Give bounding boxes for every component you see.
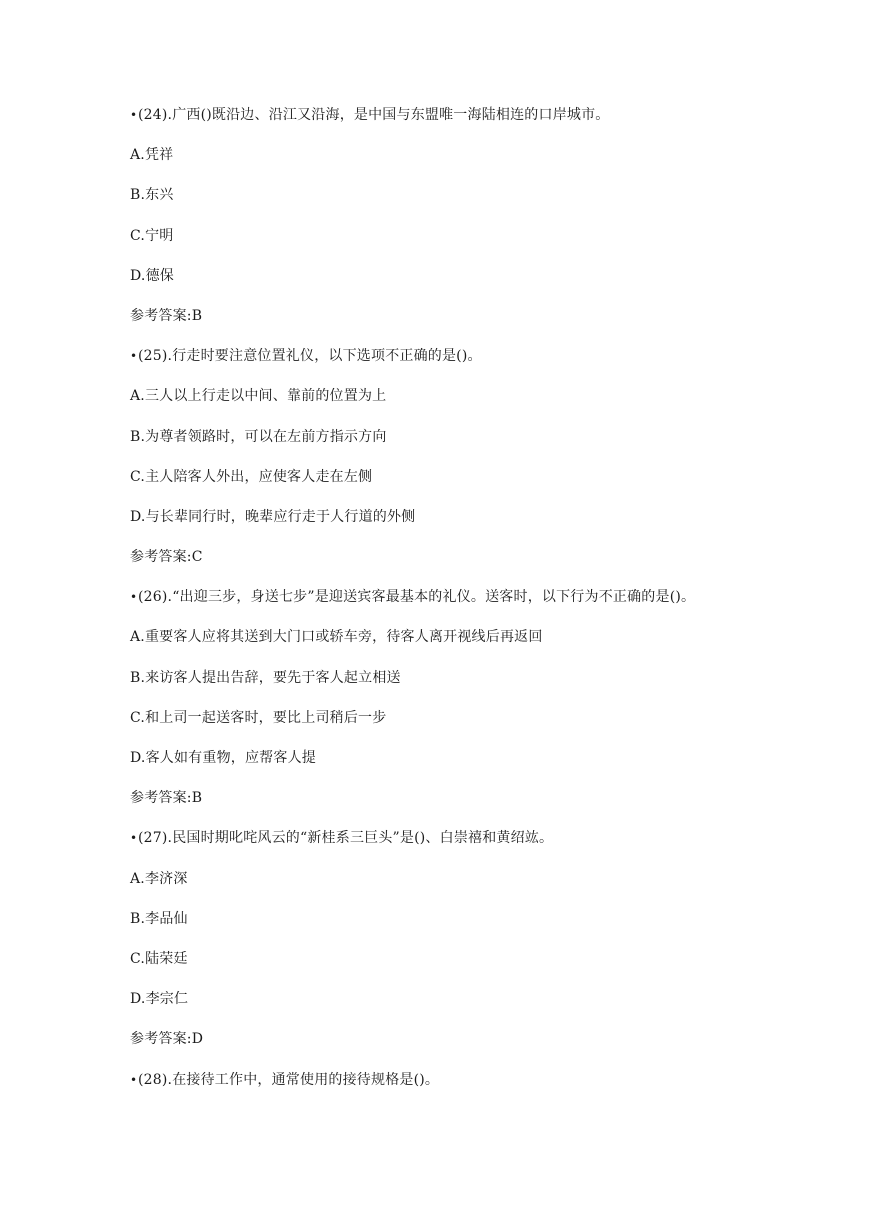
question-28-stem: •(28).在接待工作中，通常使用的接待规格是()。 [130, 1066, 850, 1106]
question-24-stem: •(24).广西()既沿边、沿江又沿海，是中国与东盟唯一海陆相连的口岸城市。 [130, 101, 850, 141]
question-27-option-a: A.李济深 [130, 870, 188, 887]
question-27-option-d: D.李宗仁 [130, 991, 189, 1008]
bullet-icon: • [130, 590, 138, 605]
question-26-option-a: A.重要客人应将其送到大门口或轿车旁，待客人离开视线后再返回 [130, 629, 543, 646]
bullet-icon: • [130, 349, 138, 364]
bullet-icon: • [130, 108, 138, 122]
question-26-option-c: C.和上司一起送客时，要比上司稍后一步 [130, 709, 387, 726]
question-27-option-c: C.陆荣廷 [130, 950, 188, 967]
question-25-option-a: A.三人以上行走以中间、靠前的位置为上 [130, 388, 387, 405]
question-26-option-d: D.客人如有重物，应帮客人提 [130, 750, 316, 766]
bullet-icon: • [130, 1072, 138, 1087]
question-26-option-b: B.来访客人提出告辞，要先于客人起立相送 [130, 669, 401, 686]
bullet-icon: • [130, 831, 138, 846]
question-24-option-a: A.凭祥 [130, 147, 174, 164]
document-page [130, 101, 850, 1106]
question-25-option-c: C.主人陪客人外出，应使客人走在左侧 [130, 468, 373, 485]
question-24-option-c: C.宁明 [130, 227, 174, 244]
question-25-stem: •(25).行走时要注意位置礼仪，以下选项不正确的是()。 [130, 342, 850, 382]
question-27-stem: •(27).民国时期叱咤风云的“新桂系三巨头”是()、白崇禧和黄绍竑。 [130, 824, 850, 864]
question-25-option-b: B.为尊者领路时，可以在左前方指示方向 [130, 428, 387, 445]
question-27-answer: 参考答案:D [130, 1031, 204, 1048]
question-25-answer: 参考答案:C [130, 549, 203, 566]
question-26-answer: 参考答案:B [130, 790, 203, 807]
question-24-option-b: B.东兴 [130, 187, 174, 204]
question-25-option-d: D.与长辈同行时，晚辈应行走于人行道的外侧 [130, 508, 416, 525]
question-26-stem: •(26).“出迎三步，身送七步”是迎送宾客最基本的礼仪。送客时，以下行为不正确的是()。 [130, 583, 850, 623]
question-24-answer: 参考答案:B [130, 307, 203, 324]
question-27-option-b: B.李品仙 [130, 910, 188, 927]
question-24-option-d: D.德保 [130, 267, 174, 284]
